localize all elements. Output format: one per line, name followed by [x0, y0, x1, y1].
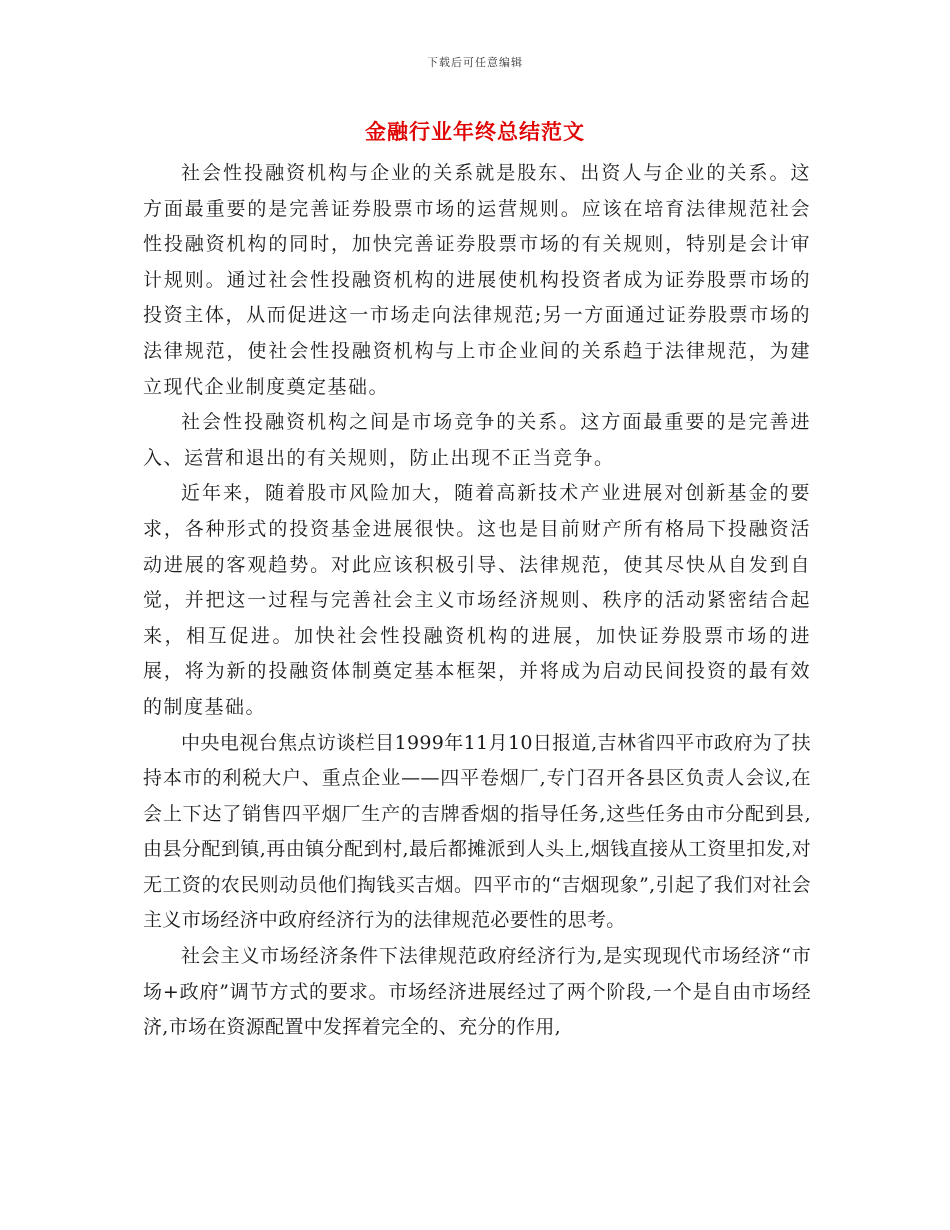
header-note: 下载后可任意编辑 — [427, 56, 523, 69]
paragraph-3: 近年来，随着股市风险加大，随着高新技术产业进展对创新基金的要求，各种形式的投资基金进展很快。这也是目前财产所有格局下投融资活动进展的客观趋势。对此应该积极引导、法律规范，使其尽快从自发到自觉，并把这一过程与完善社会主义市场经济规则、秩序的活动紧密结合起来，相互促进。加快社会性投融资机构的进展，加快证券股票市场的进展，将为新的投融资体制奠定基本框架，并将成为启动民间投资的最有效的制度基础。 — [143, 482, 811, 718]
paragraph-2: 社会性投融资机构之间是市场竞争的关系。这方面最重要的是完善进入、运营和退出的有关规则，防止出现不正当竞争。 — [143, 411, 811, 469]
paragraph-4: 中央电视台焦点访谈栏目1999年11月10日报道,吉林省四平市政府为了扶持本市的利税大户、重点企业——四平卷烟厂,专门召开各县区负责人会议,在会上下达了销售四平烟厂生产的吉牌香烟的指导任务,这些任务由市分配到县,由县分配到镇,再由镇分配到村,最后都摊派到人头上,烟钱直接从工资里扣发,对无工资的农民则动员他们掏钱买吉烟。四平市的“吉烟现象”,引起了我们对社会主义市场经济中政府经济行为的法律规范必要性的思考。 — [143, 731, 811, 932]
paragraph-1: 社会性投融资机构与企业的关系就是股东、出资人与企业的关系。这方面最重要的是完善证券股票市场的运营规则。应该在培育法律规范社会性投融资机构的同时，加快完善证券股票市场的有关规则，特别是会计审计规则。通过社会性投融资机构的进展使机构投资者成为证券股票市场的投资主体，从而促进这一市场走向法律规范;另一方面通过证券股票市场的法律规范，使社会性投融资机构与上市企业间的关系趋于法律规范，为建立现代企业制度奠定基础。 — [143, 162, 811, 398]
paragraph-5: 社会主义市场经济条件下法律规范政府经济行为,是实现现代市场经济“市场+政府”调节方式的要求。市场经济进展经过了两个阶段,一个是自由市场经济,市场在资源配置中发挥着完全的、充分的作用, — [143, 945, 811, 1039]
document-title: 金融行业年终总结范文 — [365, 119, 585, 144]
document-body — [143, 156, 811, 1046]
